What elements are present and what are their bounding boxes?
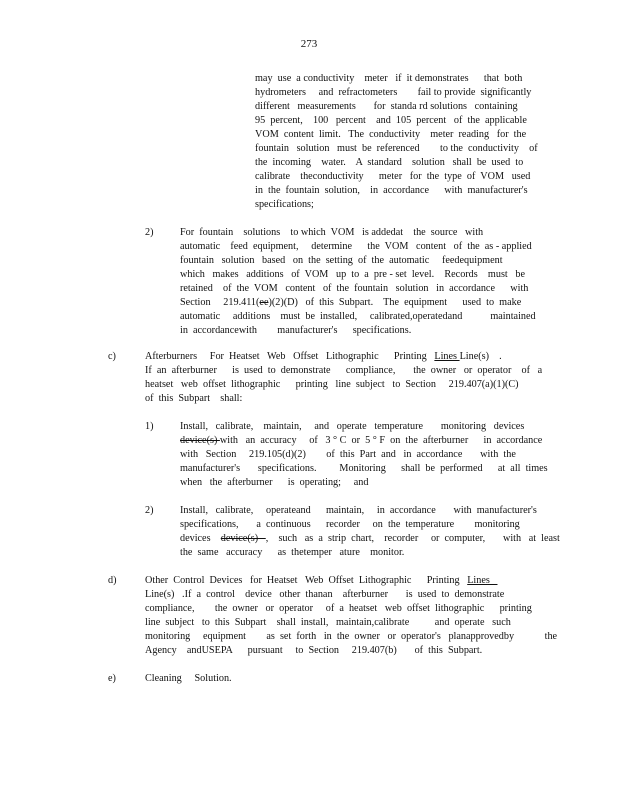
text-line: manufacturer's specifications. Monitoring shall be performed at all times (180, 463, 548, 474)
text-line: hydrometers and refractometers fail to provide significantly (255, 87, 532, 98)
text-line: specifications, a continuous recorder on the temperature monitoring (180, 519, 520, 530)
text-line: 95 percent, 100 percent and 105 percent of the applicable (255, 115, 527, 126)
underlined-text: Lines (434, 351, 460, 362)
section-heading (145, 574, 497, 588)
list-marker: c) (108, 351, 116, 362)
text-span: , such as a strip chart, recorder or computer, with at least (265, 533, 560, 544)
text-line (180, 434, 542, 448)
text-line: Line(s) .If a control device other thanan afterburner is used to demonstrate (145, 589, 505, 600)
text-span: Section 219.411( (180, 297, 260, 308)
text-line: monitoring equipment as set forth in the owner or operator's planapprovedby the (145, 631, 558, 642)
text-line: when the afterburner is operating; and (180, 477, 369, 488)
list-marker: e) (108, 673, 116, 684)
list-marker: 1) (145, 421, 154, 432)
underlined-text: Lines (467, 575, 498, 586)
section-heading (145, 350, 502, 364)
text-line: calibrate theconductivity meter for the type of VOM used (255, 171, 531, 182)
text-span: with an accuracy of 3 ° C or 5 ° F on the afterburner in accordance (219, 435, 543, 446)
text-line: For fountain solutions to which VOM is addedat the source with (180, 227, 484, 238)
text-line: of this Subpart shall: (145, 393, 243, 404)
section-heading: Cleaning Solution. (145, 673, 232, 684)
list-marker: 2) (145, 227, 154, 238)
text-line: may use a conductivity meter if it demonstrates that both (255, 73, 523, 84)
text-line: heatset web offset lithographic printing line subject to Section 219.407(a)(1)(C) (145, 379, 519, 390)
text-span: Line(s) . (459, 351, 502, 362)
text-span: Afterburners For Heatset Web Offset Lithographic Printing (145, 351, 435, 362)
text-line: Agency andUSEPA pursuant to Section 219.407(b) of this Subpart. (145, 645, 483, 656)
text-line: which makes additions of VOM up to a pre - set level. Records must be (180, 269, 525, 280)
text-line: If an afterburner is used to demonstrate compliance, the owner or operator of a (145, 365, 543, 376)
text-line: compliance, the owner or operator of a heatset web offset lithographic printing (145, 603, 532, 614)
text-line: fountain solution must be referenced to the conductivity of (255, 143, 538, 154)
struck-text: ee (259, 297, 269, 308)
text-line: the same accuracy as thetemper ature monitor. (180, 547, 405, 558)
page-number: 273 (300, 38, 318, 50)
text-span: Other Control Devices for Heatset Web Offset Lithographic Printing (145, 575, 468, 586)
text-line: specifications; (255, 199, 314, 210)
text-line: Install, calibrate, operateand maintain, in accordance with manufacturer's (180, 505, 537, 516)
text-line (180, 532, 560, 546)
struck-text: device(s) (220, 533, 266, 544)
text-line: automatic additions must be installed, calibrated,operatedand maintained (180, 311, 536, 322)
text-line: fountain solution based on the setting of the automatic feedequipment (180, 255, 503, 266)
text-line: in accordancewith manufacturer's specifications. (180, 325, 412, 336)
text-line: line subject to this Subpart shall install, maintain,calibrate and operate such (145, 617, 511, 628)
text-line: Install, calibrate, maintain, and operate temperature monitoring devices (180, 421, 525, 432)
text-line: VOM content limit. The conductivity meter reading for the (255, 129, 527, 140)
text-line: different measurements for standa rd solutions containing (255, 101, 518, 112)
text-line (180, 296, 521, 310)
struck-text: device(s) (180, 435, 220, 446)
text-line: in the fountain solution, in accordance with manufacturer's (255, 185, 528, 196)
text-span: )(2)(D) of this Subpart. The equipment used to make (268, 297, 522, 308)
text-span: devices (180, 533, 221, 544)
list-marker: 2) (145, 505, 154, 516)
text-line: automatic feed equipment, determine the VOM content of the as - applied (180, 241, 532, 252)
text-line: with Section 219.105(d)(2) of this Part and in accordance with the (180, 449, 516, 460)
text-line: retained of the VOM content of the fountain solution in accordance with (180, 283, 529, 294)
list-marker: d) (108, 575, 117, 586)
text-line: the incoming water. A standard solution shall be used to (255, 157, 524, 168)
